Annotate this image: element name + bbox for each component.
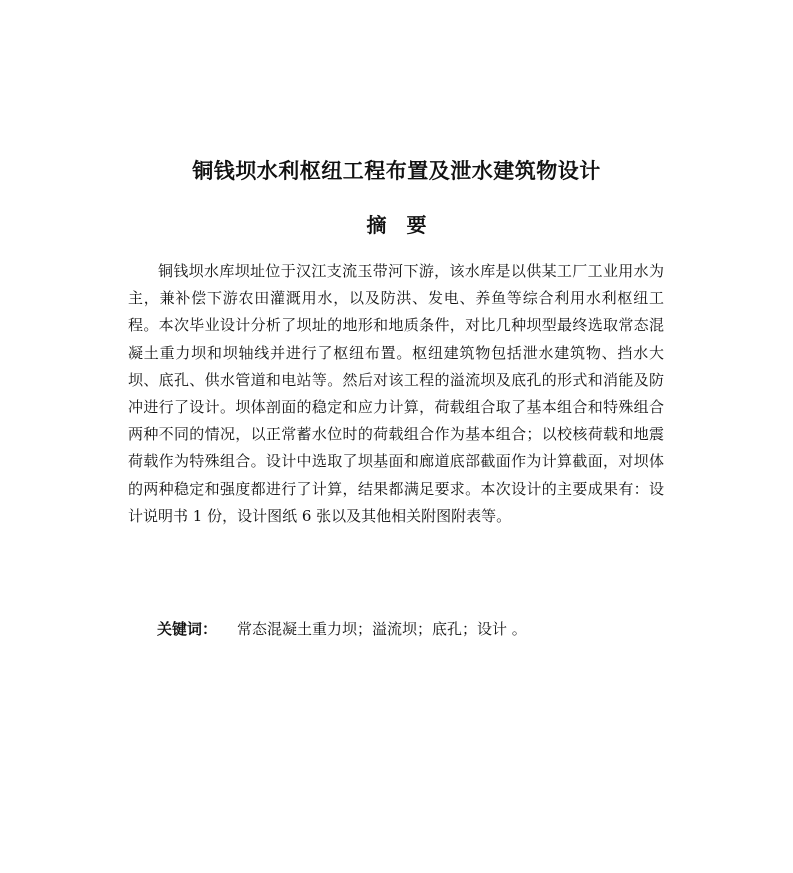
abstract-heading: 摘 要 — [366, 213, 427, 237]
abstract-body: 铜钱坝水库坝址位于汉江支流玉带河下游，该水库是以供某工厂工业用水为主，兼补偿下游农田灌溉用水，以及防洪、发电、养鱼等综合利用水利枢纽工程。本次毕业设计分析了坝址的地形和地质条件，对比几种坝型最终选取常态混凝土重力坝和坝轴线并进行了枢纽布置。枢纽建筑物包括泄水建筑物、挡水大坝、底孔、供水管道和电站等。然后对该工程的溢流坝及底孔的形式和消能及防冲进行了设计。坝体剖面的稳定和应力计算，荷载组合取了基本组合和特殊组合两种不同的情况，以正常蓄水位时的荷载组合作为基本组合；以校核荷载和地震荷载作为特殊组合。设计中选取了坝基面和廊道底部截面作为计算截面，对坝体的两种稳定和强度都进行了计算，结果都满足要求。本次设计的主要成果有：设计说明书 1 份，设计图纸 6 张以及其他相关附图附表等。 — [128, 262, 664, 525]
keywords-label: 关键词： — [157, 620, 218, 638]
keywords-value: 常态混凝土重力坝；溢流坝；底孔；设计 。 — [237, 620, 527, 638]
paper-title: 铜钱坝水利枢纽工程布置及泄水建筑物设计 — [192, 159, 601, 183]
keywords-line — [157, 617, 527, 642]
